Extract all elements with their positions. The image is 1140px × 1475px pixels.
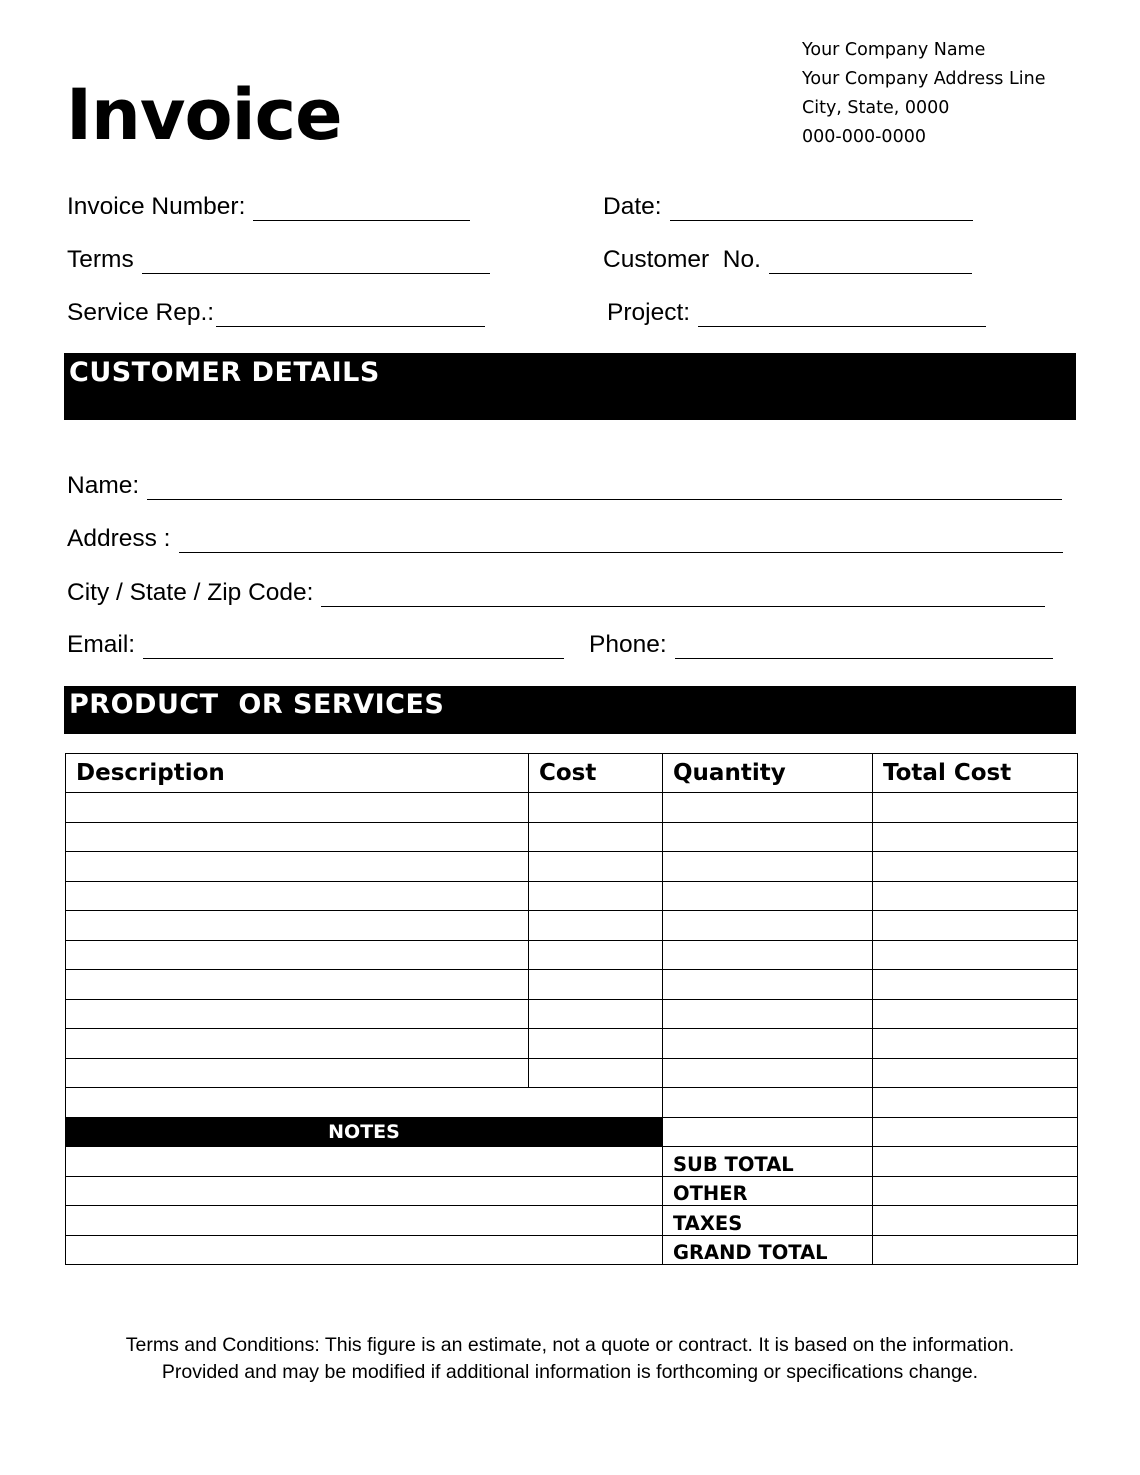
total-cost-cell[interactable] [873,1088,1078,1118]
project-label: Project: [607,299,691,326]
total-cost-cell[interactable] [873,1058,1078,1088]
invoice-number-field [67,193,470,221]
quantity-cell[interactable] [663,822,873,852]
totals-row [66,1147,1078,1177]
terms-line-1: Terms and Conditions: This figure is an estimate, not a quote or contract. It is based on the information. [125,1334,1015,1356]
cost-cell[interactable] [529,940,663,970]
table-row [66,1058,1078,1088]
description-cell[interactable] [66,1029,529,1059]
company-name: Your Company Name [802,40,986,60]
taxes-label: TAXES [663,1206,873,1236]
description-cell[interactable] [66,999,529,1029]
notes-line[interactable] [66,1147,663,1177]
sub-total-label: SUB TOTAL [663,1147,873,1177]
total-cost-cell[interactable] [873,1117,1078,1147]
column-cost: Cost [529,754,663,793]
quantity-cell[interactable] [663,1117,873,1147]
company-city: City, State, 0000 [802,98,950,118]
invoice-number-input[interactable] [253,198,470,221]
customer-details-heading: CUSTOMER DETAILS [69,357,380,388]
page-title: Invoice [66,74,342,156]
customer-address-field [67,525,1063,553]
cost-cell[interactable] [529,793,663,823]
cost-cell[interactable] [529,852,663,882]
customer-details-header [64,353,1076,420]
products-header [64,686,1076,734]
quantity-cell[interactable] [663,911,873,941]
city-state-zip-field [67,579,1045,607]
grand-total-label: GRAND TOTAL [663,1235,873,1265]
customer-name-input[interactable] [147,477,1062,500]
taxes-value[interactable] [873,1206,1078,1236]
other-value[interactable] [873,1176,1078,1206]
date-label: Date: [603,193,662,220]
service-rep-input[interactable] [216,304,485,327]
table-row [66,1088,1078,1118]
description-cell[interactable] [66,881,529,911]
table-header-row [66,754,1078,793]
total-cost-cell[interactable] [873,940,1078,970]
table-row [66,911,1078,941]
notes-line[interactable] [66,1176,663,1206]
terms-label: Terms [67,246,134,273]
phone-field [589,631,1053,659]
customer-name-field [67,472,1062,500]
city-state-zip-input[interactable] [321,584,1045,607]
customer-address-label: Address : [67,525,171,552]
quantity-cell[interactable] [663,1029,873,1059]
table-row [66,940,1078,970]
city-state-zip-label: City / State / Zip Code: [67,579,314,606]
quantity-cell[interactable] [663,1058,873,1088]
quantity-cell[interactable] [663,881,873,911]
table-row [66,970,1078,1000]
quantity-cell[interactable] [663,852,873,882]
total-cost-cell[interactable] [873,822,1078,852]
project-input[interactable] [698,304,986,327]
totals-row [66,1206,1078,1236]
phone-input[interactable] [675,636,1053,659]
total-cost-cell[interactable] [873,1029,1078,1059]
terms-line-2: Provided and may be modified if additional information is forthcoming or specifications change. [161,1361,979,1383]
total-cost-cell[interactable] [873,999,1078,1029]
email-label: Email: [67,631,136,658]
column-quantity: Quantity [663,754,873,793]
cost-cell[interactable] [529,970,663,1000]
description-cell[interactable] [66,940,529,970]
service-rep-field [67,299,485,327]
terms-field [67,246,490,274]
notes-heading: NOTES [66,1117,663,1147]
customer-no-label: Customer No. [603,246,761,273]
column-total-cost: Total Cost [873,754,1078,793]
description-cell[interactable] [66,852,529,882]
description-cell[interactable] [66,1058,529,1088]
quantity-cell[interactable] [663,793,873,823]
quantity-cell[interactable] [663,999,873,1029]
customer-no-field [603,246,972,274]
table-row [66,999,1078,1029]
description-cell[interactable] [66,970,529,1000]
products-heading: PRODUCT OR SERVICES [69,689,445,720]
description-cell[interactable] [66,911,529,941]
company-address: Your Company Address Line [802,69,1046,89]
cost-cell[interactable] [529,1029,663,1059]
terms-and-conditions [0,1332,1140,1386]
cost-cell[interactable] [529,999,663,1029]
description-cell[interactable] [66,822,529,852]
grand-total-value[interactable] [873,1235,1078,1265]
total-cost-cell[interactable] [873,793,1078,823]
cost-cell[interactable] [529,881,663,911]
company-phone: 000-000-0000 [802,127,926,147]
table-row [66,881,1078,911]
products-table [65,753,1078,1265]
table-row [66,793,1078,823]
notes-header-row [66,1117,1078,1147]
notes-line[interactable] [66,1235,663,1265]
total-cost-cell[interactable] [873,911,1078,941]
quantity-cell[interactable] [663,970,873,1000]
description-cell[interactable] [66,793,529,823]
sub-total-value[interactable] [873,1147,1078,1177]
total-cost-cell[interactable] [873,852,1078,882]
phone-label: Phone: [589,631,667,658]
email-input[interactable] [143,636,564,659]
totals-row [66,1235,1078,1265]
quantity-cell[interactable] [663,1088,873,1118]
column-description: Description [66,754,529,793]
service-rep-label: Service Rep.: [67,299,215,326]
cost-cell[interactable] [529,911,663,941]
totals-row [66,1176,1078,1206]
table-row [66,852,1078,882]
total-cost-cell[interactable] [873,881,1078,911]
cost-cell[interactable] [529,1058,663,1088]
customer-name-label: Name: [67,472,140,499]
terms-input[interactable] [142,251,490,274]
other-label: OTHER [663,1176,873,1206]
company-info [802,36,1045,152]
date-input[interactable] [670,198,973,221]
quantity-cell[interactable] [663,940,873,970]
notes-line[interactable] [66,1206,663,1236]
table-row [66,822,1078,852]
project-field [607,299,986,327]
total-cost-cell[interactable] [873,970,1078,1000]
customer-address-input[interactable] [179,530,1063,553]
date-field [603,193,973,221]
customer-no-input[interactable] [769,251,972,274]
table-row [66,1029,1078,1059]
email-field [67,631,564,659]
description-cell[interactable] [66,1088,663,1118]
invoice-number-label: Invoice Number: [67,193,246,220]
cost-cell[interactable] [529,822,663,852]
